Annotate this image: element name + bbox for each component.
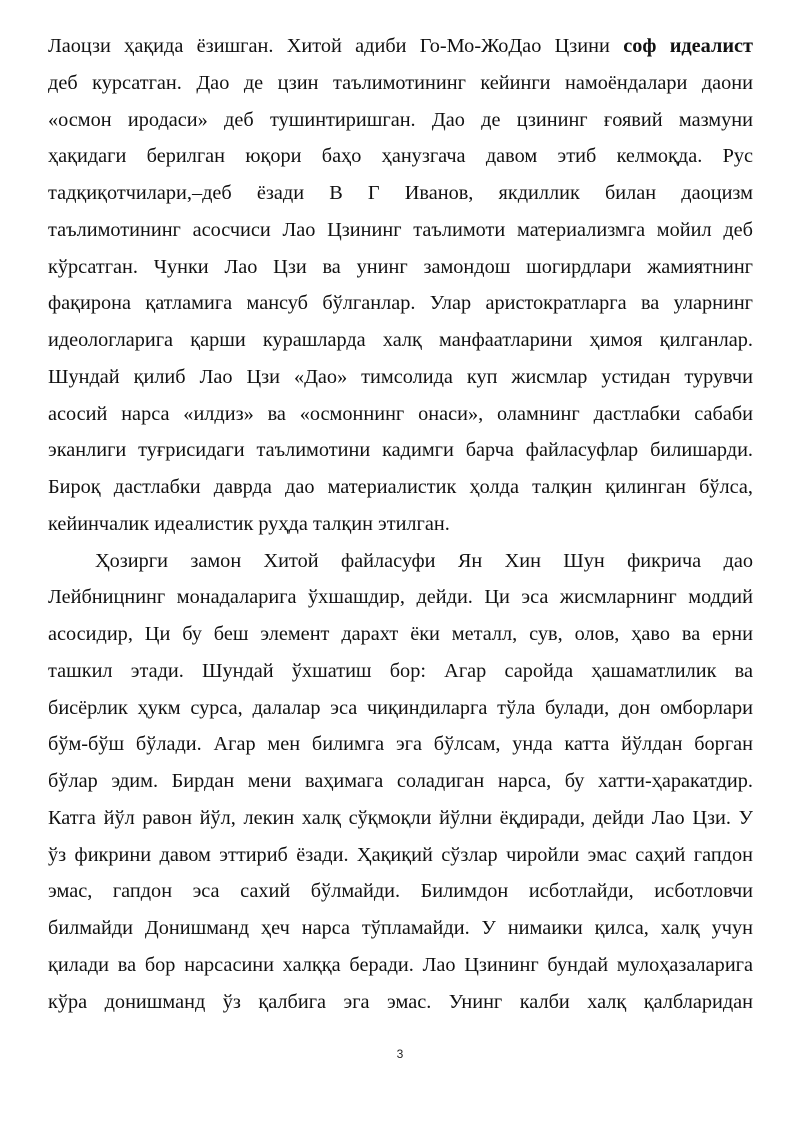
body-text <box>48 28 753 1020</box>
text-segment: Шундай қилиб Лао Цзи «Дао» тимсолида куп жисмлар устидан турувчи <box>48 365 753 388</box>
text-line <box>48 579 753 616</box>
text-line <box>48 138 753 175</box>
text-line <box>48 726 753 763</box>
text-segment: эканлиги туғрисидаги таълимотини кадимги барча файласуфлар билишарди. <box>48 439 753 462</box>
paragraph <box>48 543 753 1021</box>
text-segment: асосий нарса «илдиз» ва «осмоннинг онаси», оламнинг дастлабки сабаби <box>48 402 753 425</box>
text-line <box>48 65 753 102</box>
text-segment: Ҳозирги замон Хитой файласуфи Ян Хин Шун фикрича дао <box>95 549 753 572</box>
text-segment: ўз фикрини давом эттириб ёзади. Ҳақиқий сўзлар чиройли эмас саҳий гапдон <box>48 843 753 866</box>
text-segment: ташкил этади. Шундай ўхшатиш бор: Агар саройда ҳашаматлилик ва <box>48 659 753 682</box>
text-line <box>48 212 753 249</box>
text-line <box>48 837 753 874</box>
text-segment: Катга йўл равон йўл, лекин халқ сўқмоқли йўлни ёқдиради, дейди Лао Цзи. У <box>48 806 753 829</box>
text-segment: деб курсатган. Дао де цзин таълимотининг кейинги намоёндалари даони <box>48 71 753 94</box>
text-line <box>48 653 753 690</box>
text-segment: Лаоцзи ҳақида ёзишган. Хитой адиби Го-Мо-ЖоДао Цзини <box>48 35 624 57</box>
text-line <box>48 506 753 543</box>
text-segment: кўрсатган. Чунки Лао Цзи ва унинг замондош шогирдлари жамиятнинг <box>48 255 753 278</box>
text-line <box>48 285 753 322</box>
text-segment: бисёрлик ҳукм сурса, далалар эса чиқиндиларга тўла булади, дон омборлари <box>48 696 753 719</box>
text-line <box>48 469 753 506</box>
text-segment: бўм-бўш бўлади. Агар мен билимга эга бўлсам, унда катта йўлдан борган <box>48 733 753 756</box>
text-segment: таълимотининг асосчиси Лао Цзининг таълимоти материализмга мойил деб <box>48 218 753 241</box>
text-line <box>48 396 753 433</box>
text-line <box>48 984 753 1021</box>
text-line <box>48 873 753 910</box>
text-segment: тадқиқотчилари,–деб ёзади В Г Иванов, якдиллик билан даоцизм <box>48 182 753 204</box>
text-segment: кейинчалик идеалистик руҳда талқин этилган. <box>48 512 450 535</box>
paragraph <box>48 28 753 543</box>
text-line <box>48 175 753 212</box>
text-segment: Бироқ дастлабки даврда дао материалистик ҳолда талқин қилинган бўлса, <box>48 476 753 498</box>
text-line <box>48 800 753 837</box>
text-line <box>48 28 753 65</box>
text-line <box>48 249 753 286</box>
text-line <box>48 690 753 727</box>
page-number: 3 <box>396 1047 404 1061</box>
text-line <box>48 616 753 653</box>
text-line <box>48 910 753 947</box>
text-segment: «осмон иродаси» деб тушинтиришган. Дао де цзининг ғоявий мазмуни <box>48 108 753 131</box>
text-line <box>48 947 753 984</box>
text-segment: қилади ва бор нарсасини халққа беради. Лао Цзининг бундай мулоҳазаларига <box>48 953 753 976</box>
text-segment: идеологларига қарши курашларда халқ манфаатларини ҳимоя қилганлар. <box>48 329 753 351</box>
text-line <box>48 102 753 139</box>
text-segment: Лейбницнинг монадаларига ўхшашдир, дейди. Ци эса жисмларнинг моддий <box>48 586 753 609</box>
text-line <box>48 543 753 580</box>
text-segment: фақирона қатламига мансуб бўлганлар. Улар аристократларга ва уларнинг <box>48 292 753 315</box>
text-line <box>48 322 753 359</box>
text-segment: бўлар эдим. Бирдан мени ваҳимага соладиган нарса, бу хатти-ҳаракатдир. <box>48 770 753 792</box>
bold-text: соф идеалист <box>623 35 753 57</box>
text-line <box>48 359 753 396</box>
text-segment: кўра донишманд ўз қалбига эга эмас. Унинг калби халқ қалбларидан <box>48 990 753 1013</box>
text-segment: билмайди Донишманд ҳеч нарса тўпламайди. У нимаики қилса, халқ учун <box>48 917 753 939</box>
text-segment: эмас, гапдон эса сахий бўлмайди. Билимдон исботлайди, исботловчи <box>48 880 753 903</box>
text-line <box>48 763 753 800</box>
text-segment: асосидир, Ци бу беш элемент дарахт ёки металл, сув, олов, ҳаво ва ерни <box>48 623 753 645</box>
text-segment: ҳақидаги берилган юқори баҳо ҳанузгача давом этиб келмоқда. Рус <box>48 145 753 168</box>
text-line <box>48 432 753 469</box>
